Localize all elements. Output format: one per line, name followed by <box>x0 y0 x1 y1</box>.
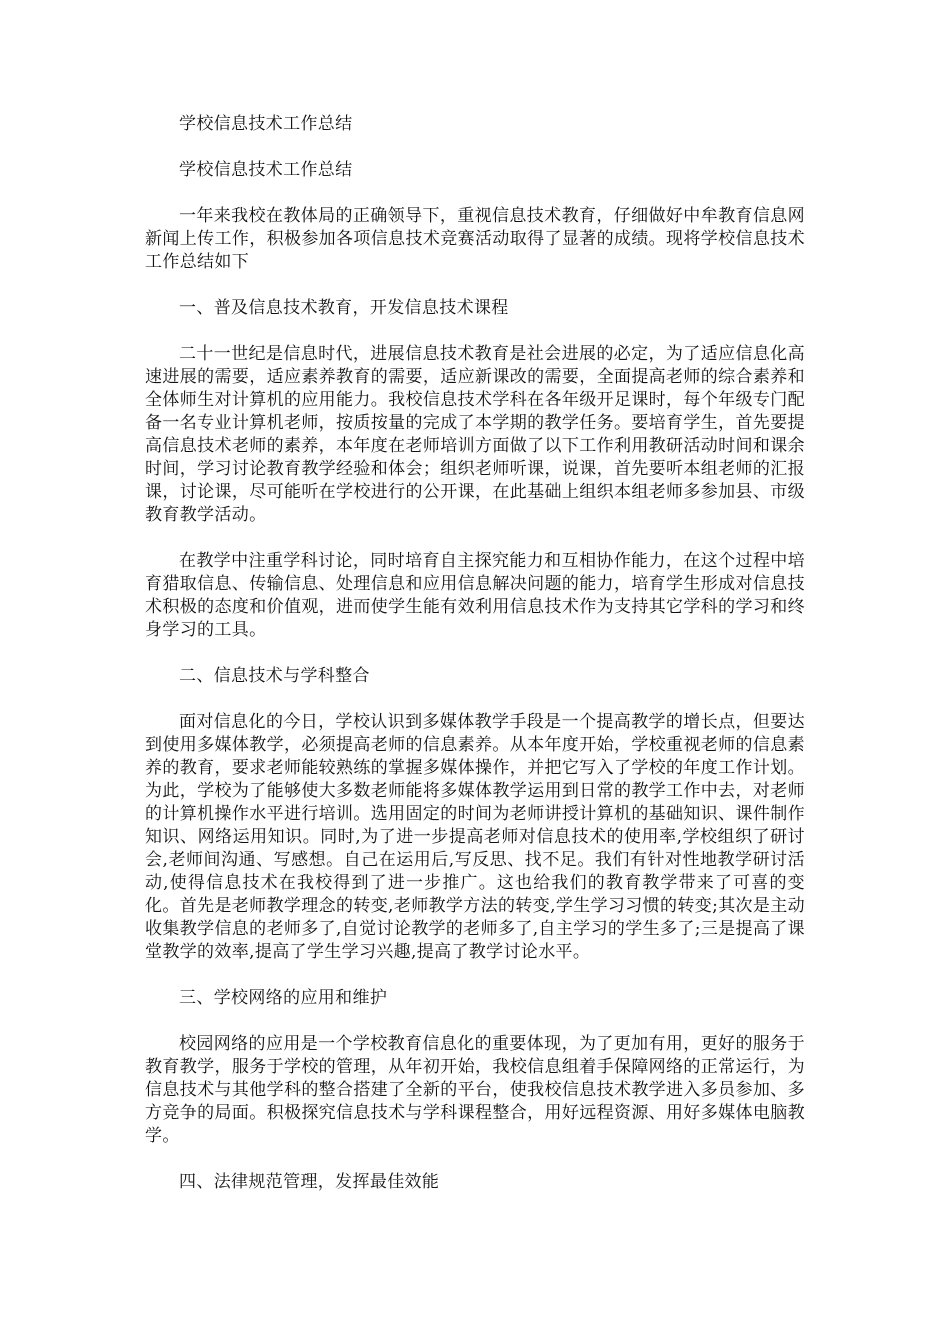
document-subtitle: 学校信息技术工作总结 <box>179 160 353 180</box>
intro-paragraph: 一年来我校在教体局的正确领导下，重视信息技术教育，仔细做好中牟教育信息网新闻上传工作，积极参加各项信息技术竞赛活动取得了显著的成绩。现将学校信息技术工作总结如下 <box>145 206 805 272</box>
document-title: 学校信息技术工作总结 <box>179 114 353 134</box>
section-1-paragraph-2: 在教学中注重学科讨论，同时培育自主探究能力和互相协作能力，在这个过程中培育猎取信息、传输信息、处理信息和应用信息解决问题的能力，培育学生形成对信息技术积极的态度和价值观，进而使学生能有效利用信息技术作为支持其它学科的学习和终身学习的工具。 <box>145 551 805 640</box>
section-4-heading: 四、法律规范管理，发挥最佳效能 <box>179 1172 440 1192</box>
section-2-heading: 二、信息技术与学科整合 <box>179 666 370 686</box>
section-3-paragraph-1: 校园网络的应用是一个学校教育信息化的重要体现，为了更加有用，更好的服务于教育教学，服务于学校的管理，从年初开始，我校信息组着手保障网络的正常运行，为信息技术与其他学科的整合搭建了全新的平台，使我校信息技术教学进入多员参加、多方竞争的局面。积极探究信息技术与学科课程整合，用好远程资源、用好多媒体电脑教学。 <box>145 1034 805 1146</box>
section-3-heading: 三、学校网络的应用和维护 <box>179 988 388 1008</box>
section-1-paragraph-1: 二十一世纪是信息时代，进展信息技术教育是社会进展的必定，为了适应信息化高速进展的需要，适应素养教育的需要，适应新课改的需要，全面提高老师的综合素养和全体师生对计算机的应用能力。我校信息技术学科在各年级开足课时，每个年级专门配备一名专业计算机老师，按质按量的完成了本学期的教学任务。要培育学生，首先要提高信息技术老师的素养，本年度在老师培训方面做了以下工作利用教研活动时间和课余时间，学习讨论教育教学经验和体会；组织老师听课，说课，首先要听本组老师的汇报课，讨论课，尽可能听在学校进行的公开课，在此基础上组织本组老师多参加县、市级教育教学活动。 <box>145 344 805 525</box>
section-2-paragraph-1: 面对信息化的今日，学校认识到多媒体教学手段是一个提高教学的增长点，但要达到使用多媒体教学，必须提高老师的信息素养。从本年度开始，学校重视老师的信息素养的教育，要求老师能较熟练的掌握多媒体操作，并把它写入了学校的年度工作计划。为此，学校为了能够使大多数老师能将多媒体教学运用到日常的教学工作中去，对老师的计算机操作水平进行培训。选用固定的时间为老师讲授计算机的基础知识、课件制作知识、网络运用知识。同时,为了进一步提高老师对信息技术的使用率,学校组织了研讨会,老师间沟通、写感想。自己在运用后,写反思、找不足。我们有针对性地教学研讨活动,使得信息技术在我校得到了进一步推广。这也给我们的教育教学带来了可喜的变化。首先是老师教学理念的转变,老师教学方法的转变,学生学习习惯的转变;其次是主动收集教学信息的老师多了,自觉讨论教学的老师多了,自主学习的学生多了;三是提高了课堂教学的效率,提高了学生学习兴趣,提高了教学讨论水平。 <box>145 712 805 962</box>
section-1-heading: 一、普及信息技术教育，开发信息技术课程 <box>179 298 509 318</box>
document-body <box>145 113 805 1217</box>
